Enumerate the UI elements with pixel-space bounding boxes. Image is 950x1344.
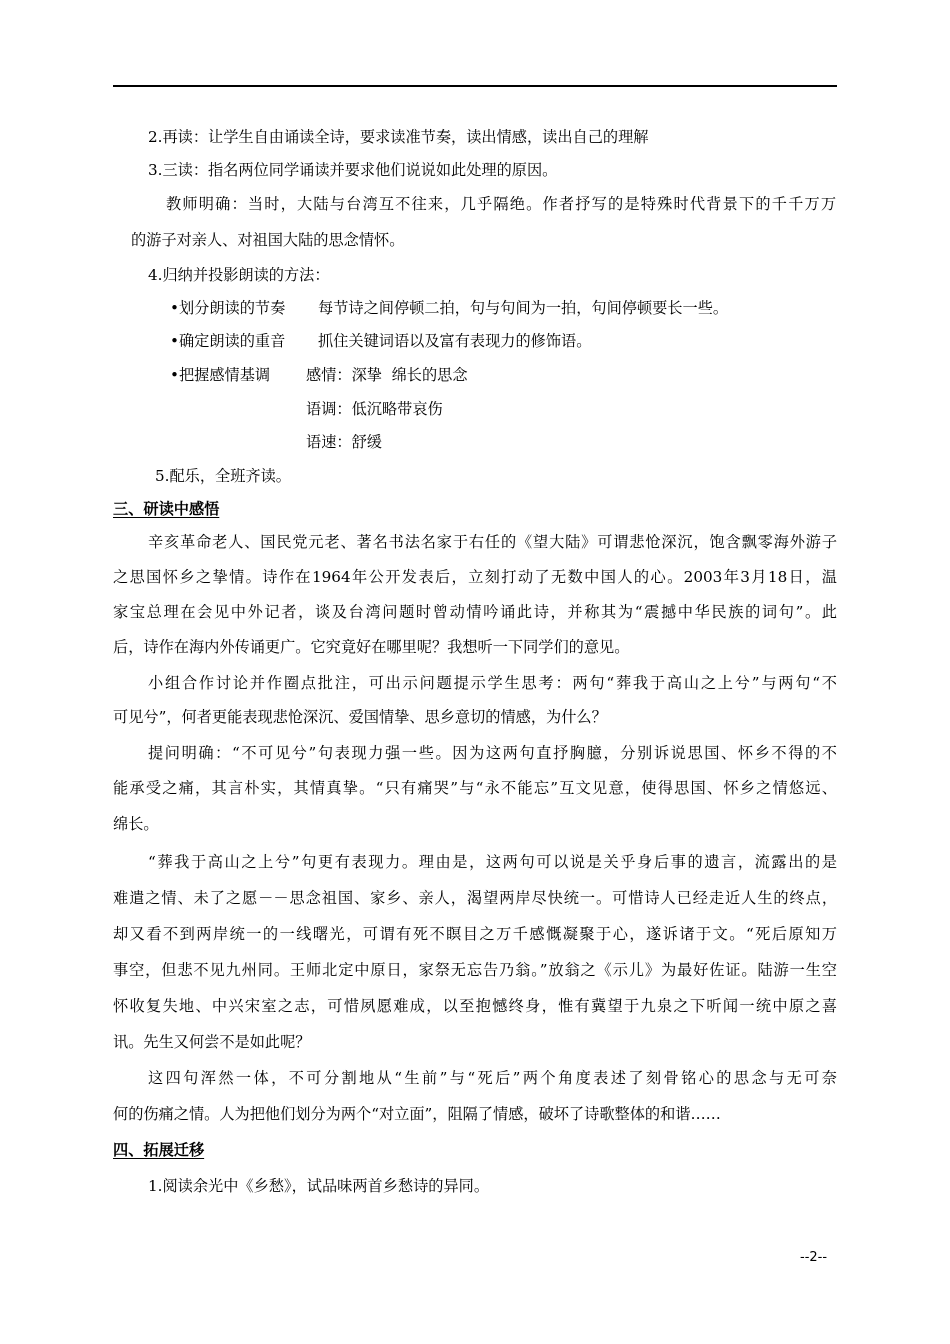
para4-line-5: 怀收复失地、中兴宋室之志，可惜夙愿难成，以至抱憾终身，惟有冀望于九泉之下听闻一统中原之喜	[113, 997, 837, 1015]
step-5-music: 5.配乐，全班齐读。	[155, 467, 291, 485]
bullet-rhythm-text: 每节诗之间停顿二拍，句与句间为一拍，句间停顿要长一些。	[318, 299, 729, 317]
para4-line-4: 事空，但悲不见九州同。王师北定中原日，家祭无忘告乃翁。”放翁之《示儿》为最好佐证。陆游一生空	[113, 961, 837, 979]
para1-line-3: 家宝总理在会见中外记者，谈及台湾问题时曾动情吟诵此诗，并称其为“震撼中华民族的词句”。此	[113, 603, 837, 621]
para3-line-3: 绵长。	[113, 815, 159, 833]
bullet-tone-text: 语调：低沉略带哀伤	[306, 400, 443, 418]
para1-line-2: 之思国怀乡之挚情。诗作在1964年公开发表后，立刻打动了无数中国人的心。2003年3月18日，温	[113, 568, 837, 586]
header-rule	[113, 85, 837, 87]
step-4-methods: 4.归纳并投影朗读的方法：	[148, 266, 330, 284]
bullet-emotion-label: •把握感情基调	[170, 366, 271, 384]
para3-line-2: 能承受之痛，其言朴实，其情真挚。“只有痛哭”与“永不能忘”互文见意，使得思国、怀乡之情悠远、	[113, 779, 837, 797]
para1-line-1: 辛亥革命老人、国民党元老、著名书法名家于右任的《望大陆》可谓悲怆深沉，饱含飘零海外游子	[148, 533, 837, 551]
para1-line-4: 后，诗作在海内外传诵更广。它究竟好在哪里呢？我想听一下同学们的意见。	[113, 638, 630, 656]
para4-line-3: 却又看不到两岸统一的一线曙光，可谓有死不瞑目之万千感慨凝聚于心，遂诉诸于文。“死后原知万	[113, 925, 837, 943]
extension-item-1: 1.阅读余光中《乡愁》，试品味两首乡愁诗的异同。	[148, 1177, 490, 1195]
para4-line-2: 难遣之情、未了之愿－－思念祖国、家乡、亲人，渴望两岸尽快统一。可惜诗人已经走近人生的终点，	[113, 889, 837, 907]
bullet-rhythm-label: •划分朗读的节奏	[170, 299, 286, 317]
section-heading-4: 四、拓展迁移	[113, 1141, 205, 1159]
section-heading-3: 三、研读中感悟	[113, 500, 220, 518]
para5-line-1: 这四句浑然一体，不可分割地从“生前”与“死后”两个角度表述了刻骨铭心的思念与无可奈	[148, 1069, 837, 1087]
teacher-clarify-line-2: 的游子对亲人、对祖国大陆的思念情怀。	[131, 231, 405, 249]
para3-line-1: 提问明确：“不可见兮”句表现力强一些。因为这两句直抒胸臆，分别诉说思国、怀乡不得的不	[148, 744, 837, 762]
bullet-stress-label: •确定朗读的重音	[170, 332, 286, 350]
para2-line-1: 小组合作讨论并作圈点批注，可出示问题提示学生思考：两句“葬我于高山之上兮”与两句“不	[148, 674, 837, 692]
para4-line-6: 讯。先生又何尝不是如此呢？	[113, 1033, 311, 1051]
bullet-emotion-text: 感情：深挚 绵长的思念	[306, 366, 468, 384]
bullet-speed-text: 语速：舒缓	[306, 433, 382, 451]
teacher-clarify-line-1: 教师明确：当时，大陆与台湾互不往来，几乎隔绝。作者抒写的是特殊时代背景下的千千万万	[166, 195, 836, 213]
para5-line-2: 何的伤痛之情。人为把他们划分为两个“对立面”，阻隔了情感，破坏了诗歌整体的和谐……	[113, 1105, 721, 1123]
step-2-reread: 2.再读：让学生自由诵读全诗，要求读准节奏，读出情感，读出自己的理解	[148, 128, 649, 146]
bullet-stress-text: 抓住关键词语以及富有表现力的修饰语。	[318, 332, 592, 350]
step-3-third-read: 3.三读：指名两位同学诵读并要求他们说说如此处理的原因。	[148, 161, 558, 179]
para4-line-1: “葬我于高山之上兮”句更有表现力。理由是，这两句可以说是关乎身后事的遗言，流露出的是	[148, 853, 837, 871]
page-number: --2--	[800, 1250, 828, 1265]
para2-line-2: 可见兮”，何者更能表现悲怆深沉、爱国情挚、思乡意切的情感，为什么？	[113, 708, 607, 726]
